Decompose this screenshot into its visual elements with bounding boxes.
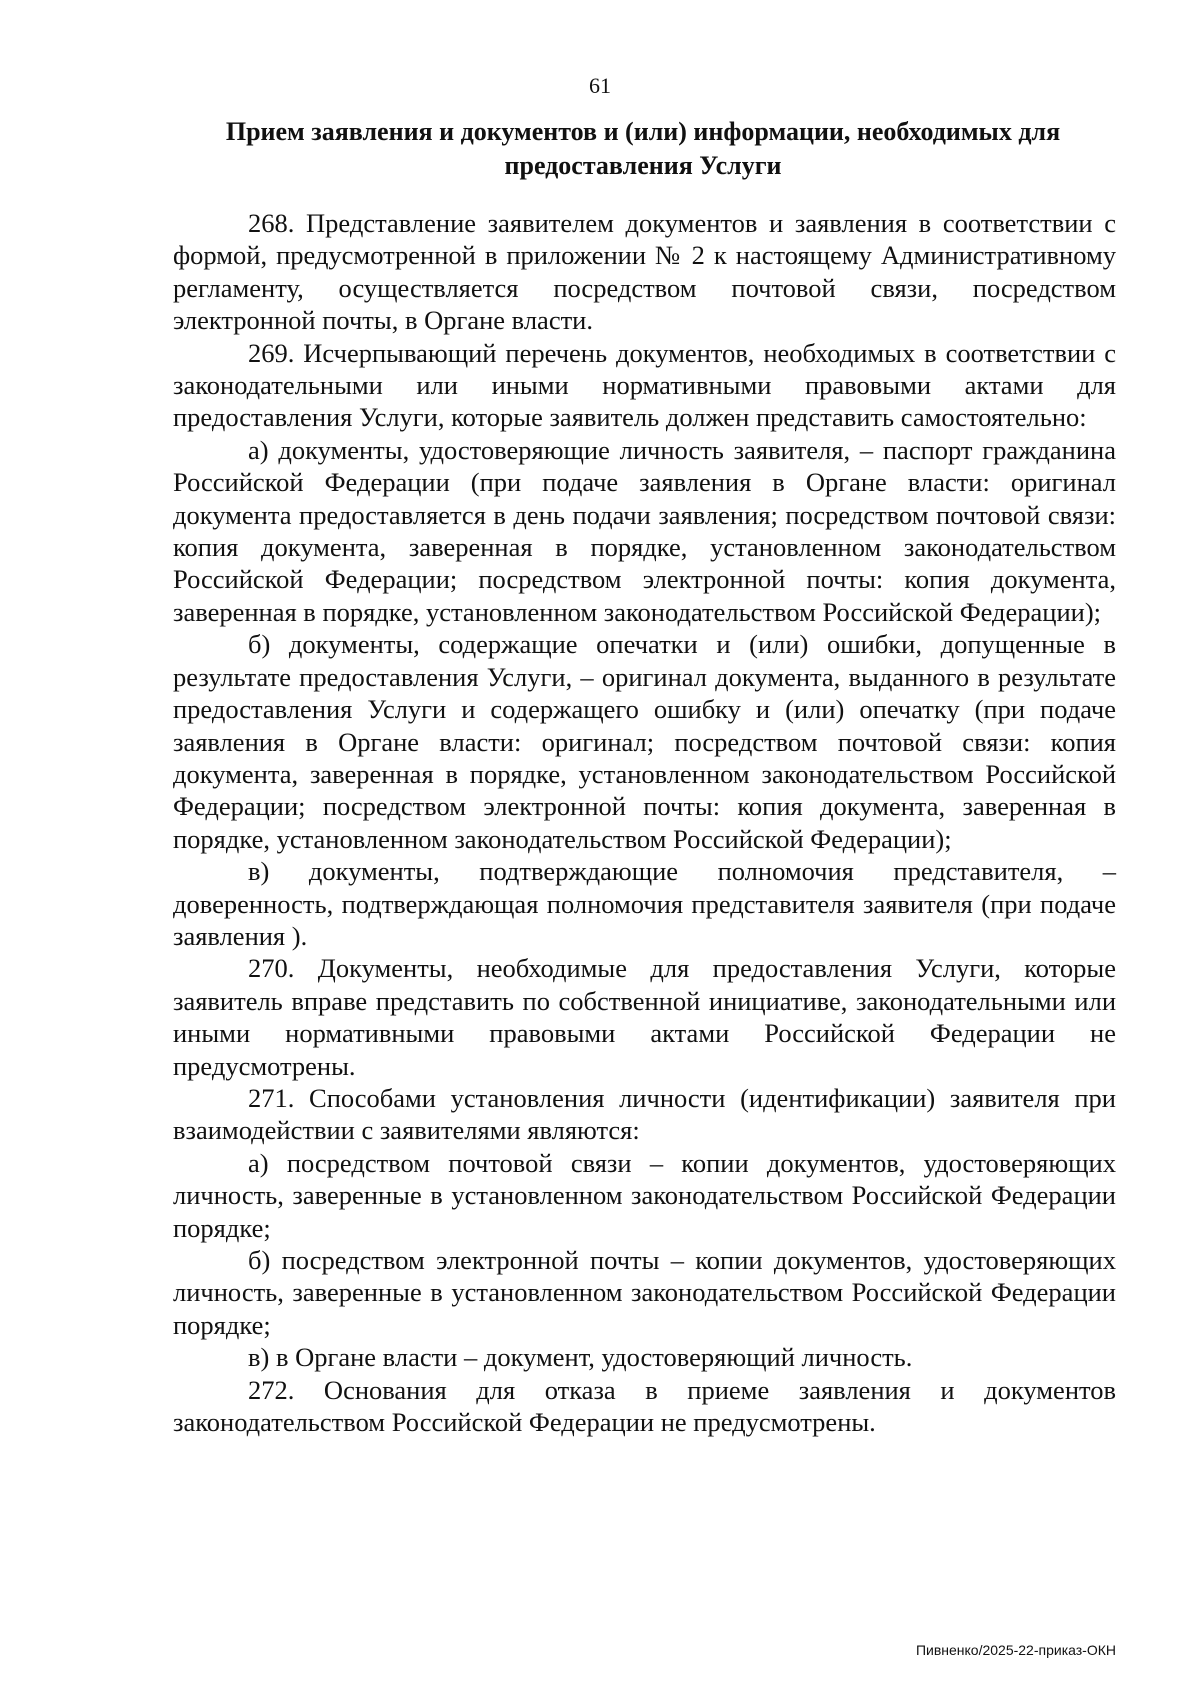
paragraph-269-item-a: а) документы, удостоверяющие личность заявителя, – паспорт гражданина Российской Федерации (при подаче заявления в Органе власти: оригинал документа предоставляется в день подачи заявления; посредством почтовой связи: копия документа, заверенная в порядке, установленном законодательством Российской Федерации; посредством электронной почты: копия документа, заверенная в порядке, установленном законодательством Российской Федерации); [173, 434, 1116, 627]
paragraph-268: 268. Представление заявителем документов и заявления в соответствии с формой, предусмотренной в приложении № 2 к настоящему Административному регламенту, осуществляется посредством почтовой связи, посредством электронной почты, в Органе власти. [173, 208, 1116, 336]
section-heading [170, 115, 1116, 183]
page-number: 61 [589, 73, 611, 98]
section-heading-line-1: Прием заявления и документов и (или) информации, необходимых для [225, 117, 1061, 146]
paragraph-269-item-b: б) документы, содержащие опечатки и (или) ошибки, допущенные в результате предоставления Услуги, – оригинал документа, выданного в результате предоставления Услуги и содержащего ошибку и (или) опечатку (при подаче заявления в Органе власти: оригинал; посредством почтовой связи: копия документа, заверенная в порядке, установленном законодательством Российской Федерации; посредством электронной почты: копия документа, заверенная в порядке, установленном законодательством Российской Федерации); [173, 629, 1116, 854]
footer-document-reference: Пивненко/2025-22-приказ-ОКН [915, 1642, 1116, 1658]
paragraph-270: 270. Документы, необходимые для предоставления Услуги, которые заявитель вправе представить по собственной инициативе, законодательными или иными нормативными правовыми актами Российской Федерации не предусмотрены. [173, 953, 1116, 1081]
paragraph-269-item-c: в) документы, подтверждающие полномочия представителя, – доверенность, подтверждающая полномочия представителя заявителя (при подаче заявления ). [173, 856, 1116, 951]
document-body [173, 207, 1116, 1438]
paragraph-271: 271. Способами установления личности (идентификации) заявителя при взаимодействии с заявителями являются: [173, 1082, 1116, 1146]
section-heading-line-2: предоставления Услуги [504, 151, 782, 180]
paragraph-271-item-c: в) в Органе власти – документ, удостоверяющий личность. [248, 1342, 913, 1373]
paragraph-269: 269. Исчерпывающий перечень документов, необходимых в соответствии с законодательными или иными нормативными правовыми актами для предоставления Услуги, которые заявитель должен представить самостоятельно: [173, 337, 1116, 433]
paragraph-272: 272. Основания для отказа в приеме заявления и документов законодательством Российской Федерации не предусмотрены. [173, 1374, 1116, 1438]
paragraph-271-item-a: а) посредством почтовой связи – копии документов, удостоверяющих личность, заверенные в установленном законодательством Российской Федерации порядке; [173, 1147, 1116, 1243]
paragraph-271-item-b: б) посредством электронной почты – копии документов, удостоверяющих личность, заверенные в установленном законодательством Российской Федерации порядке; [173, 1245, 1116, 1340]
